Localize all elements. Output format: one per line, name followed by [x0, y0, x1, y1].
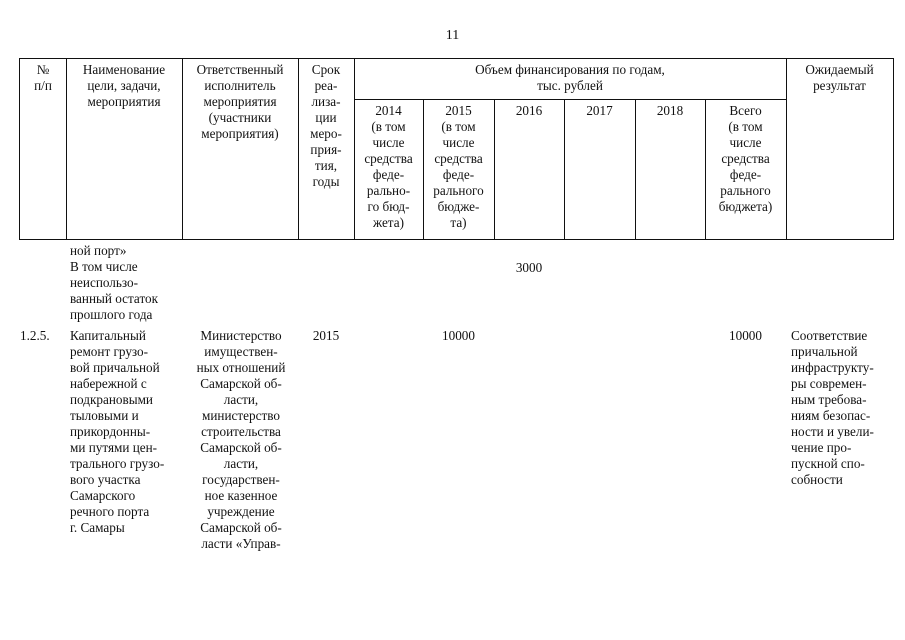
header-total: Всего (в том числе средства феде- рального бюджета) [718, 103, 773, 214]
funding-header-divider [354, 99, 786, 100]
col-line-6 [494, 99, 495, 240]
header-year-2017: 2017 [586, 103, 613, 118]
header-responsible: Ответственный исполнитель мероприятия (участники мероприятия) [196, 62, 284, 141]
header-bottom-border [19, 239, 893, 240]
table-top-border [19, 58, 893, 59]
col-line-8 [635, 99, 636, 240]
header-num: № п/п [34, 62, 52, 93]
row-125-responsible: Министерство имуществен- ных отношений Самарской об- ласти, министерство строительства Самарской об- ласти, государствен- ное казенное учреждение Самарской об- ласти «Управ- [196, 328, 286, 551]
row-125-2015-value: 10000 [442, 328, 475, 343]
row-125-total-value: 10000 [729, 328, 762, 343]
header-funding: Объем финансирования по годам, тыс. рублей [475, 62, 665, 93]
col-line-11 [893, 58, 894, 240]
page-number: 11 [445, 28, 460, 43]
row-125-number: 1.2.5. [20, 328, 50, 343]
col-line-7 [564, 99, 565, 240]
header-term: Срок реа- лиза- ции меро- прия- тия, годы [310, 62, 342, 189]
header-year-2016: 2016 [515, 103, 543, 118]
row-125-result: Соответствие причальной инфраструкту- ры современ- ным требова- ниям безопас- ности и увели- чение про- пускной спо- собности [791, 328, 874, 487]
header-name: Наименование цели, задачи, мероприятия [82, 62, 166, 109]
header-year-2018: 2018 [656, 103, 684, 118]
row-125-term: 2015 [312, 328, 340, 343]
prev-row-2016-value: 3000 [515, 260, 543, 275]
prev-row-name: ной порт» В том числе неиспользо- ванный остаток прошлого года [70, 243, 159, 322]
header-year-2014: 2014 (в том числе средства феде- рально- го бюд- жета) [364, 103, 413, 230]
row-125-name: Капитальный ремонт грузо- вой причальной набережной с подкрановыми тыловыми и прикордонны- ми путями цен- трального грузо- вого участка Самарского речного порта г. Самары [70, 328, 165, 535]
header-year-2015: 2015 (в том числе средства феде- рального бюдже- та) [433, 103, 484, 230]
header-result: Ожидаемый результат [805, 62, 874, 93]
